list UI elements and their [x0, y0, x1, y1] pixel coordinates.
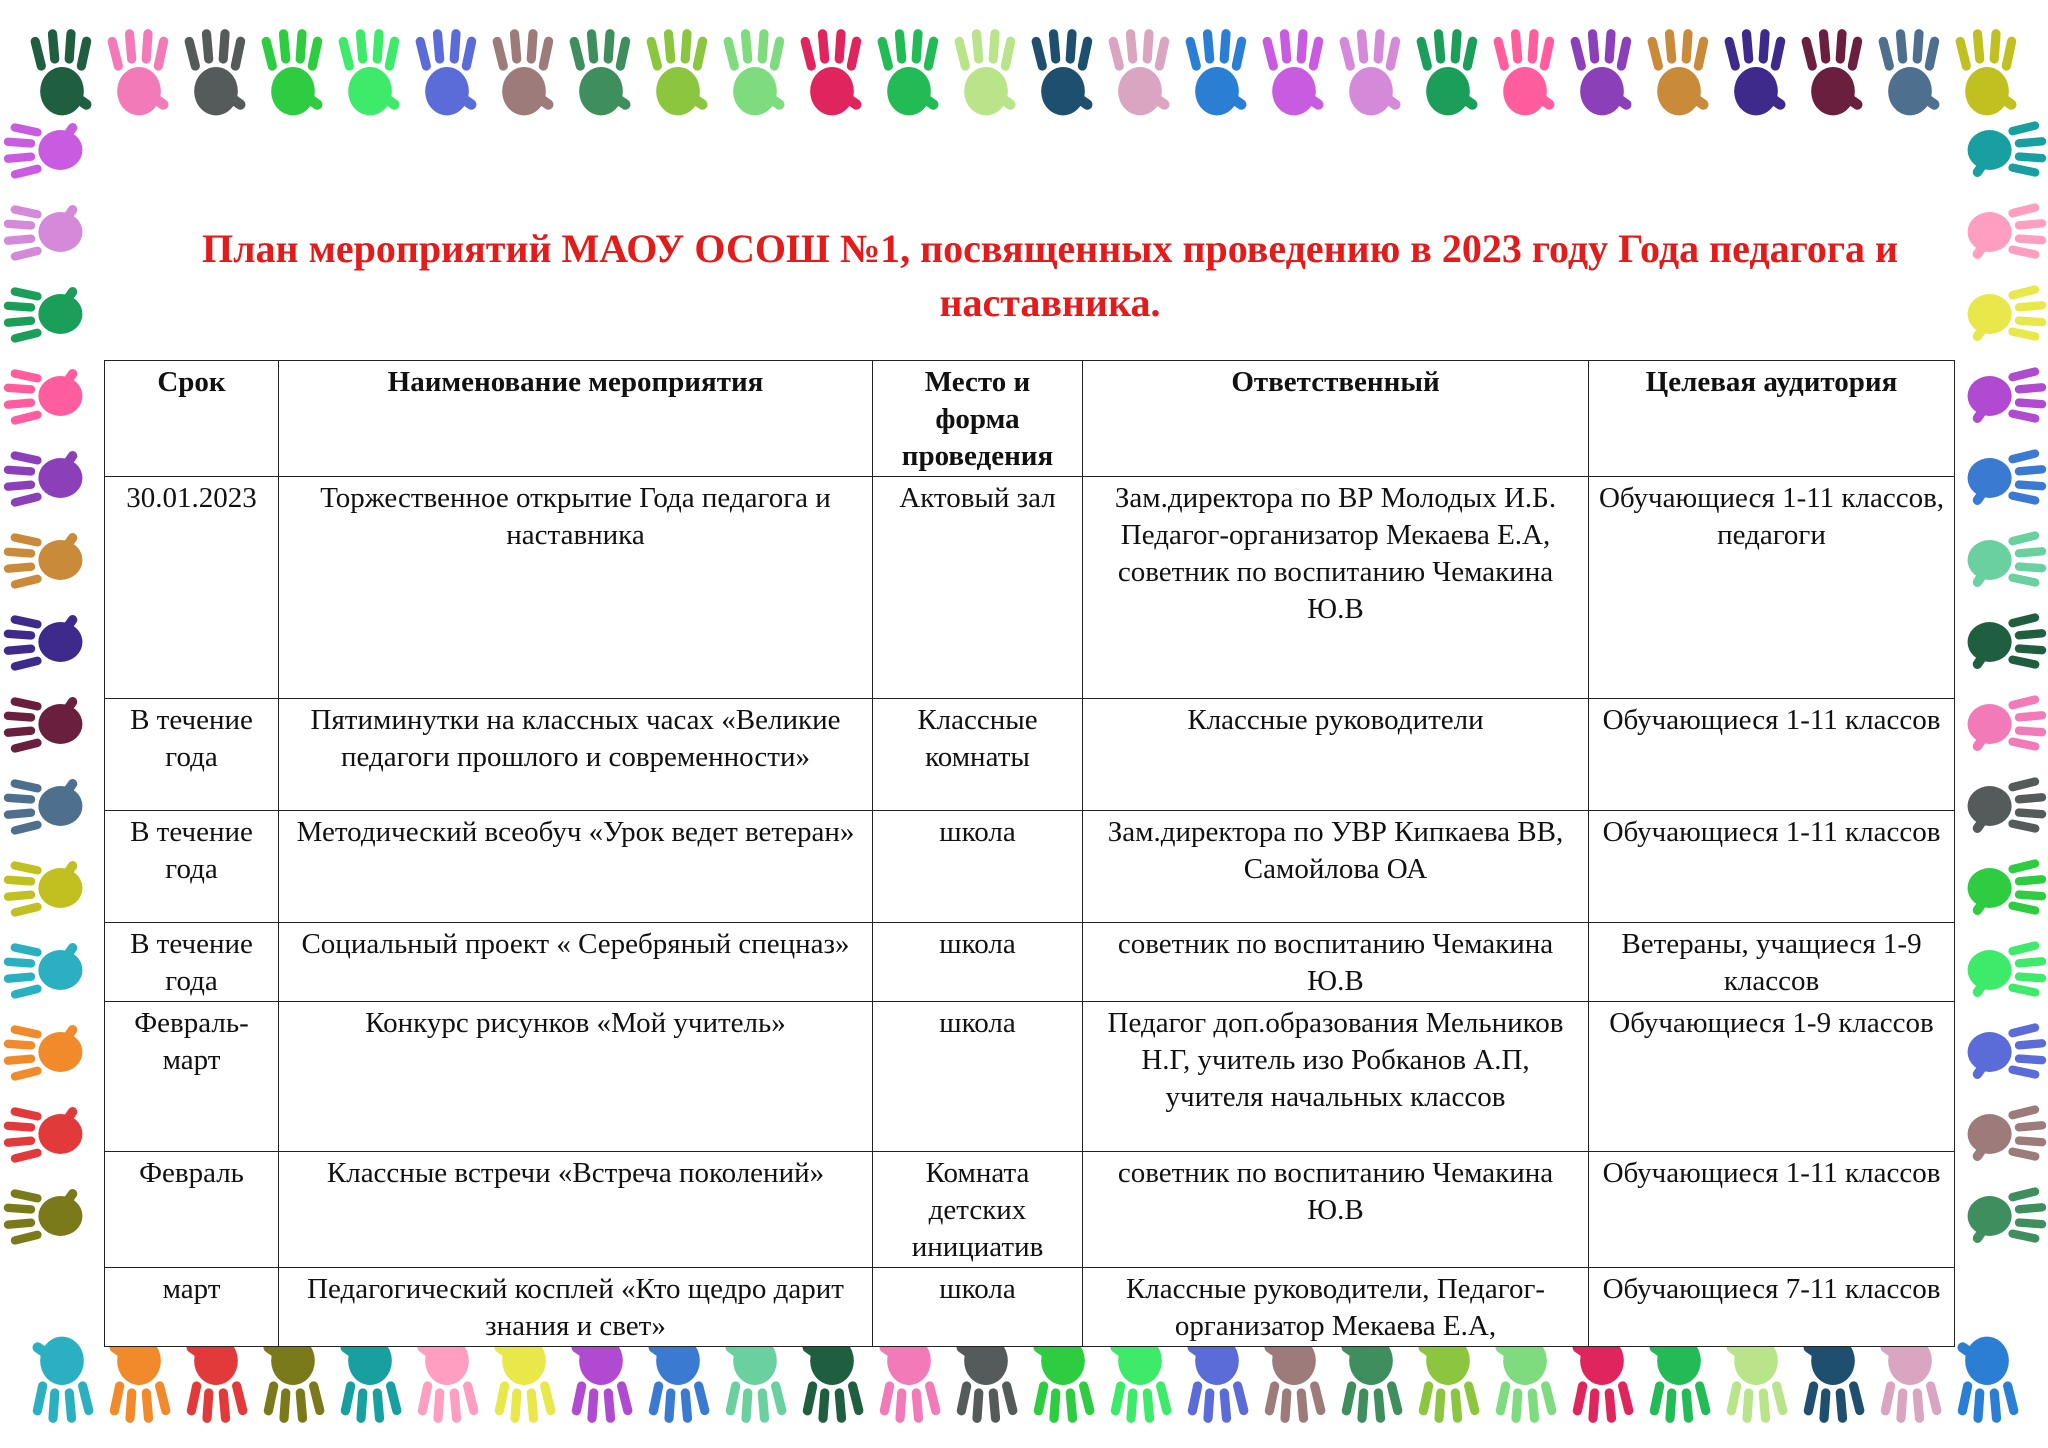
handprint-icon — [877, 29, 941, 116]
cell-audience: Обучающиеся 1-11 классов, педагоги — [1589, 477, 1955, 699]
handprint-icon — [1968, 530, 2047, 588]
handprint-icon — [3, 859, 82, 917]
handprint-icon — [1968, 858, 2047, 916]
handprint-icon — [30, 1337, 94, 1424]
page-title: План мероприятий МАОУ ОСОШ №1, посвященных проведению в 2023 году Года педагога и наставника. — [201, 226, 1899, 325]
handprint-icon — [3, 285, 82, 343]
handprint-icon — [492, 1337, 556, 1424]
handprint-icon — [800, 1337, 864, 1424]
cell-date: март — [105, 1268, 279, 1347]
handprint-icon — [1185, 1337, 1249, 1424]
handprint-icon — [1968, 366, 2047, 424]
handprint-icon — [569, 1337, 633, 1424]
handprint-icon — [1968, 694, 2047, 752]
cell-event: Социальный проект « Серебряный спецназ» — [279, 923, 873, 1002]
handprint-icon — [1570, 1337, 1634, 1424]
handprint-icon — [1262, 1337, 1326, 1424]
handprint-icon — [3, 1187, 82, 1245]
handprint-icon — [1031, 1337, 1095, 1424]
cell-date: В течение года — [105, 811, 279, 923]
handprint-icon — [1878, 1337, 1942, 1424]
header-audience: Целевая аудитория — [1589, 361, 1955, 477]
handprint-icon — [338, 1337, 402, 1424]
cell-audience: Ветераны, учащиеся 1-9 классов — [1589, 923, 1955, 1002]
header-date: Срок — [105, 361, 279, 477]
header-event-name: Наименование мероприятия — [279, 361, 873, 477]
handprint-icon — [184, 1337, 248, 1424]
handprint-icon — [30, 29, 94, 116]
handprint-icon — [3, 1105, 82, 1163]
handprint-icon — [723, 1337, 787, 1424]
cell-date: В течение года — [105, 699, 279, 811]
handprint-icon — [1108, 29, 1172, 116]
handprint-icon — [646, 1337, 710, 1424]
cell-date: Февраль-март — [105, 1002, 279, 1152]
handprint-icon — [1968, 612, 2047, 670]
handprint-icon — [1968, 1104, 2047, 1162]
handprint-icon — [3, 449, 82, 507]
handprint-icon — [1968, 448, 2047, 506]
handprint-icon — [1724, 1337, 1788, 1424]
cell-event: Методический всеобуч «Урок ведет ветеран» — [279, 811, 873, 923]
handprint-icon — [1185, 29, 1249, 116]
handprint-icon — [1955, 1337, 2019, 1424]
cell-responsible: Классные руководители, Педагог-организатор Мекаева Е.А, — [1083, 1268, 1589, 1347]
handprint-icon — [184, 29, 248, 116]
handprint-icon — [1416, 1337, 1480, 1424]
handprint-icon — [492, 29, 556, 116]
handprint-icon — [1262, 29, 1326, 116]
cell-responsible: Зам.директора по ВР Молодых И.Б. Педагог-организатор Мекаева Е.А, советник по воспитанию Чемакина Ю.В — [1083, 477, 1589, 699]
cell-event: Торжественное открытие Года педагога и наставника — [279, 477, 873, 699]
handprint-icon — [107, 1337, 171, 1424]
events-plan-table — [104, 360, 1955, 1347]
cell-responsible: Педагог доп.образования Мельников Н.Г, учитель изо Робканов А.П, учителя начальных классов — [1083, 1002, 1589, 1152]
handprint-icon — [3, 695, 82, 753]
cell-responsible: советник по воспитанию Чемакина Ю.В — [1083, 923, 1589, 1002]
handprint-icon — [1968, 1186, 2047, 1244]
handprint-icon — [1339, 1337, 1403, 1424]
cell-date: Февраль — [105, 1152, 279, 1268]
table-row — [105, 1002, 1955, 1152]
cell-audience: Обучающиеся 1-11 классов — [1589, 811, 1955, 923]
handprint-icon — [1968, 120, 2047, 178]
table-row — [105, 811, 1955, 923]
cell-date: 30.01.2023 — [105, 477, 279, 699]
handprint-icon — [800, 29, 864, 116]
handprint-icon — [1968, 1022, 2047, 1080]
cell-responsible: советник по воспитанию Чемакина Ю.В — [1083, 1152, 1589, 1268]
cell-audience: Обучающиеся 1-9 классов — [1589, 1002, 1955, 1152]
header-responsible: Ответственный — [1083, 361, 1589, 477]
cell-place: школа — [873, 811, 1083, 923]
handprint-icon — [1493, 29, 1557, 116]
handprint-icon — [1031, 29, 1095, 116]
handprint-icon — [3, 1023, 82, 1081]
cell-place: Комната детских инициатив — [873, 1152, 1083, 1268]
handprint-icon — [1108, 1337, 1172, 1424]
handprint-icon — [338, 29, 402, 116]
handprint-icon — [1647, 1337, 1711, 1424]
cell-place: школа — [873, 923, 1083, 1002]
table-header-row — [105, 361, 1955, 477]
handprint-icon — [3, 367, 82, 425]
handprint-icon — [1570, 29, 1634, 116]
handprint-icon — [1801, 29, 1865, 116]
table-row — [105, 1152, 1955, 1268]
handprint-icon — [107, 29, 171, 116]
handprint-icon — [3, 531, 82, 589]
handprint-icon — [954, 1337, 1018, 1424]
cell-event: Конкурс рисунков «Мой учитель» — [279, 1002, 873, 1152]
handprint-icon — [261, 1337, 325, 1424]
handprint-icon — [3, 121, 82, 179]
header-place: Место и форма проведения — [873, 361, 1083, 477]
cell-place: школа — [873, 1268, 1083, 1347]
handprint-icon — [1878, 29, 1942, 116]
cell-event: Пятиминутки на классных часах «Великие педагоги прошлого и современности» — [279, 699, 873, 811]
cell-audience: Обучающиеся 1-11 классов — [1589, 699, 1955, 811]
handprint-icon — [261, 29, 325, 116]
handprint-icon — [3, 941, 82, 999]
handprint-icon — [1416, 29, 1480, 116]
cell-place: Классные комнаты — [873, 699, 1083, 811]
cell-audience: Обучающиеся 7-11 классов — [1589, 1268, 1955, 1347]
handprint-icon — [1647, 29, 1711, 116]
table-row — [105, 477, 1955, 699]
cell-place: школа — [873, 1002, 1083, 1152]
handprint-icon — [723, 29, 787, 116]
handprint-icon — [3, 777, 82, 835]
table-row — [105, 923, 1955, 1002]
handprint-icon — [415, 29, 479, 116]
handprint-icon — [877, 1337, 941, 1424]
handprint-icon — [646, 29, 710, 116]
handprint-icon — [1493, 1337, 1557, 1424]
handprint-icon — [3, 613, 82, 671]
table-row — [105, 699, 1955, 811]
handprint-icon — [1724, 29, 1788, 116]
handprint-icon — [1968, 940, 2047, 998]
handprint-icon — [954, 29, 1018, 116]
cell-responsible: Зам.директора по УВР Кипкаева ВВ, Самойлова ОА — [1083, 811, 1589, 923]
cell-responsible: Классные руководители — [1083, 699, 1589, 811]
cell-date: В течение года — [105, 923, 279, 1002]
handprint-icon — [415, 1337, 479, 1424]
handprint-icon — [1955, 29, 2019, 116]
cell-event: Классные встречи «Встреча поколений» — [279, 1152, 873, 1268]
cell-event: Педагогический косплей «Кто щедро дарит знания и свет» — [279, 1268, 873, 1347]
handprint-icon — [1339, 29, 1403, 116]
handprint-icon — [1968, 776, 2047, 834]
handprint-icon — [569, 29, 633, 116]
cell-audience: Обучающиеся 1-11 классов — [1589, 1152, 1955, 1268]
handprint-icon — [3, 203, 82, 261]
cell-place: Актовый зал — [873, 477, 1083, 699]
handprint-icon — [1801, 1337, 1865, 1424]
table-row — [105, 1268, 1955, 1347]
